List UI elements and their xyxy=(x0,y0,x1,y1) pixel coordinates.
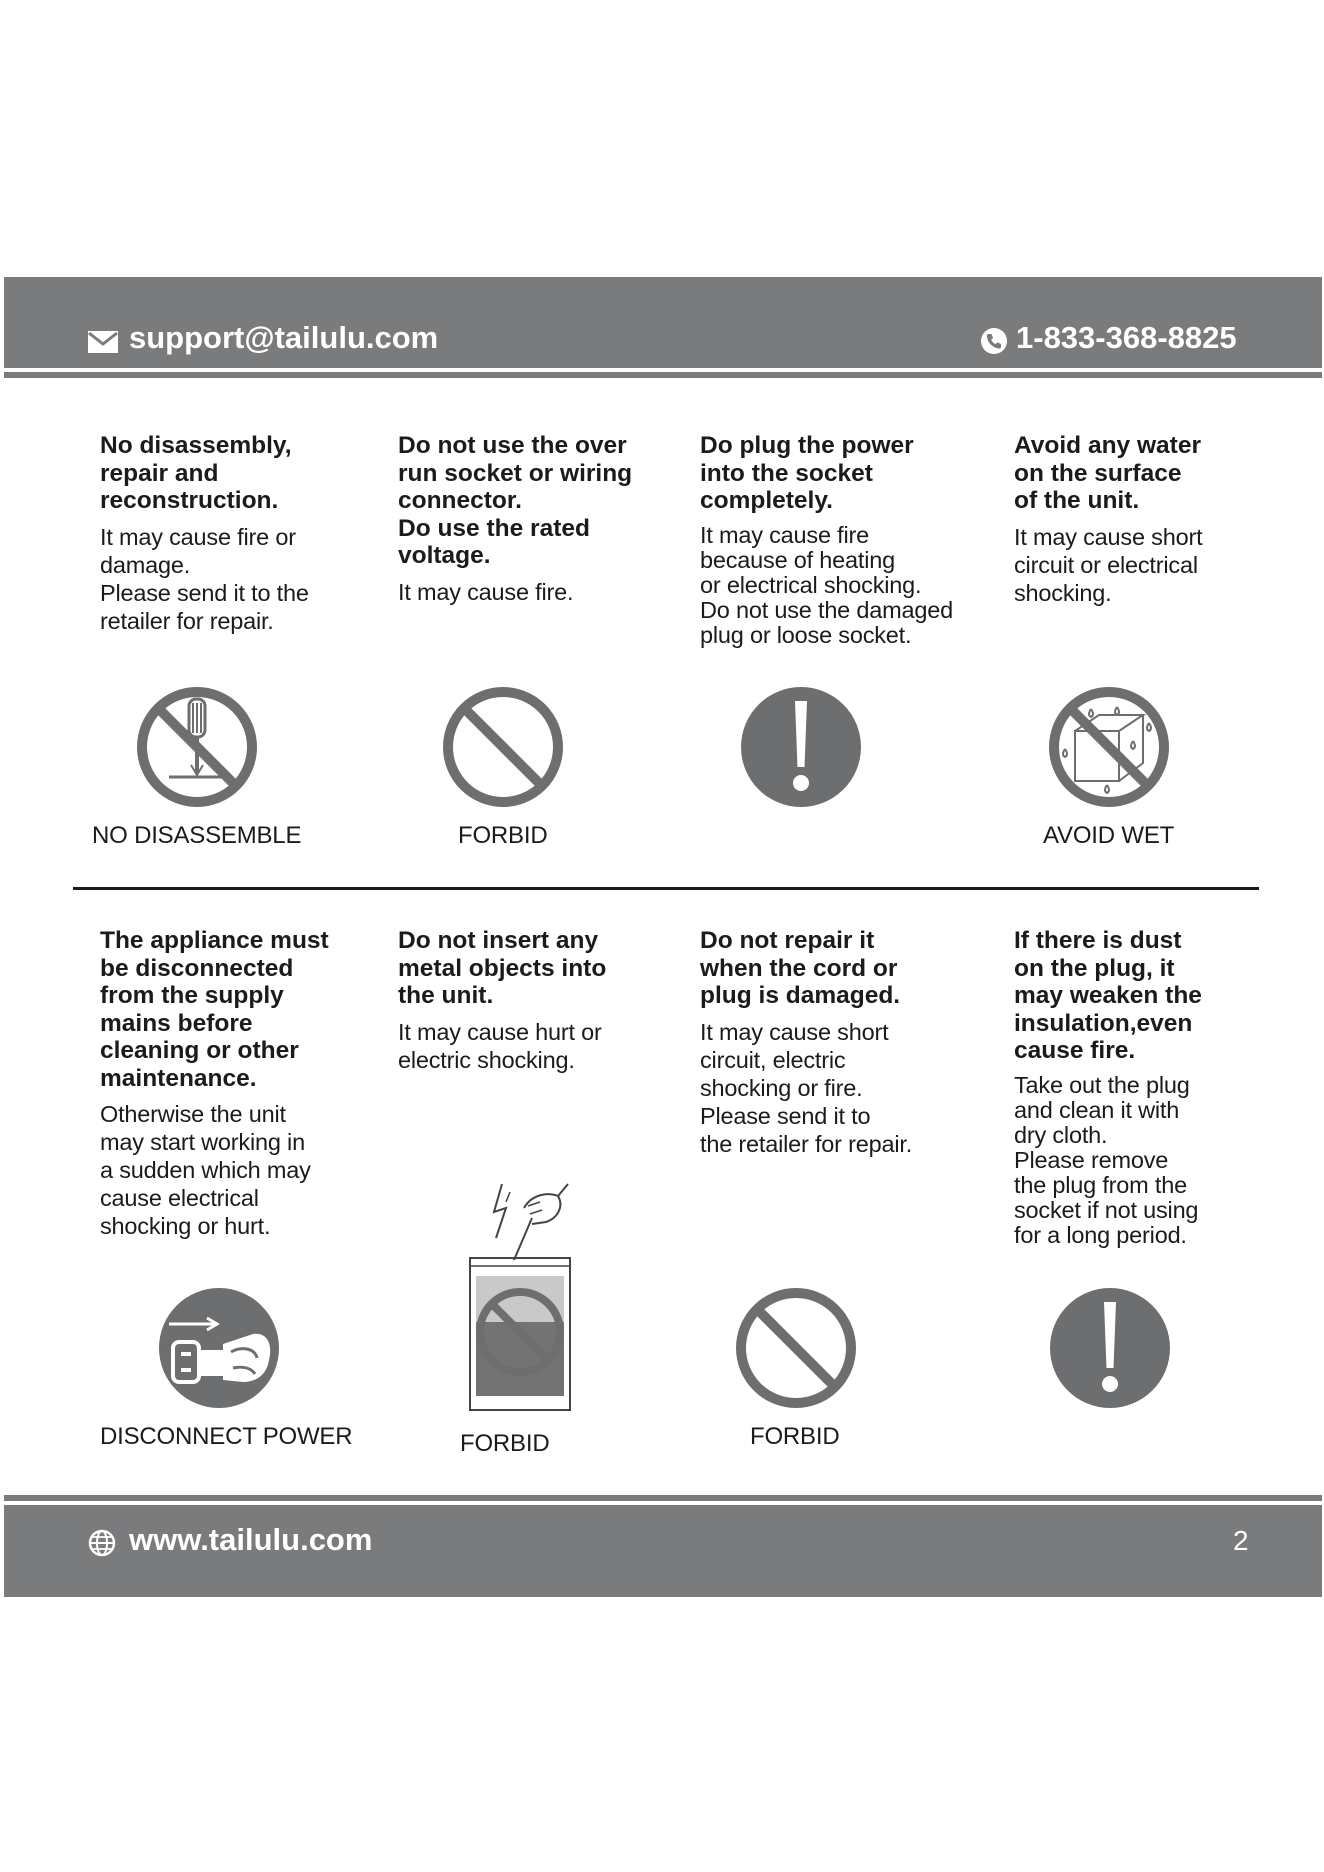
page-number: 2 xyxy=(1233,1525,1249,1556)
website-link[interactable]: www.tailulu.com xyxy=(129,1522,373,1557)
symbol-caption: NO DISASSEMBLE xyxy=(92,822,302,849)
symbol-caption: FORBID xyxy=(750,1423,840,1450)
prohibition-icon xyxy=(441,685,565,814)
prohibition-icon xyxy=(734,1286,858,1415)
warning-disconnect-before-cleaning xyxy=(100,927,400,1240)
warning-plug-completely xyxy=(700,432,1000,648)
warning-heading: If there is dust on the plug, it may weaken the insulation,even cause fire. xyxy=(1014,927,1202,1064)
warning-heading: Do not use the over run socket or wiring connector. Do use the rated voltage. xyxy=(398,432,633,569)
warning-avoid-water xyxy=(1014,432,1314,607)
header-rule xyxy=(4,372,1322,378)
warning-heading: Do not insert any metal objects into the unit. xyxy=(398,927,607,1009)
purifier-prohibited-icon xyxy=(462,1172,597,1419)
symbol-caption: DISCONNECT POWER xyxy=(100,1423,353,1450)
symbol-caption: FORBID xyxy=(460,1430,550,1457)
symbol-caption: AVOID WET xyxy=(1043,822,1175,849)
mail-icon xyxy=(88,331,118,358)
screwdriver-prohibited-icon xyxy=(135,685,259,814)
warning-body: It may cause fire. xyxy=(398,578,574,605)
support-email[interactable]: support@tailulu.com xyxy=(129,320,439,355)
warning-dust-on-plug xyxy=(1014,927,1314,1248)
warning-heading: The appliance must be disconnected from the supply mains before cleaning or other maintenance. xyxy=(100,927,329,1092)
warning-no-disassembly xyxy=(100,432,400,635)
avoid-wet-icon xyxy=(1047,685,1171,814)
warning-damaged-cord xyxy=(700,927,1000,1158)
warning-heading: Avoid any water on the surface of the unit. xyxy=(1014,432,1201,514)
row-divider xyxy=(73,887,1259,890)
warning-body: It may cause fire because of heating or electrical shocking. Do not use the damaged plug or loose socket. xyxy=(700,521,953,648)
warning-body: Take out the plug and clean it with dry cloth. Please remove the plug from the socket if not using for a long period. xyxy=(1014,1071,1199,1248)
warning-heading: Do plug the power into the socket completely. xyxy=(700,432,914,514)
warning-body: It may cause hurt or electric shocking. xyxy=(398,1018,602,1073)
warning-body: It may cause fire or damage. Please send it to the retailer for repair. xyxy=(100,523,309,634)
exclamation-icon xyxy=(1048,1286,1172,1415)
warning-rated-voltage xyxy=(398,432,698,606)
phone-icon xyxy=(980,327,1008,360)
exclamation-icon xyxy=(739,685,863,814)
footer-rule xyxy=(4,1495,1322,1501)
warning-heading: Do not repair it when the cord or plug is damaged. xyxy=(700,927,901,1009)
warning-body: It may cause short circuit, electric shocking or fire. Please send it to the retailer for repair. xyxy=(700,1018,913,1157)
warning-no-metal-objects xyxy=(398,927,698,1074)
support-phone[interactable]: 1-833-368-8825 xyxy=(1016,320,1237,355)
contact-header xyxy=(4,277,1322,368)
warning-heading: No disassembly, repair and reconstruction. xyxy=(100,432,292,514)
globe-icon xyxy=(88,1529,116,1562)
unplug-icon xyxy=(157,1286,281,1415)
warning-body: Otherwise the unit may start working in a sudden which may cause electrical shocking or hurt. xyxy=(100,1101,311,1239)
warning-body: It may cause short circuit or electrical shocking. xyxy=(1014,523,1203,606)
symbol-caption: FORBID xyxy=(458,822,548,849)
website-footer xyxy=(4,1505,1322,1597)
